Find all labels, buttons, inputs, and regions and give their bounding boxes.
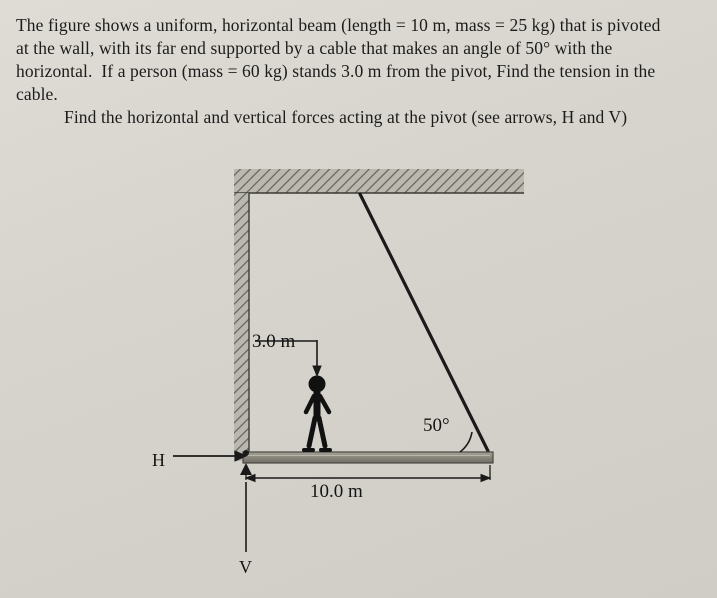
problem-line-5: Find the horizontal and vertical forces acting at the pivot (see arrows, H and V) — [64, 107, 628, 128]
wall-hatch — [234, 193, 249, 461]
cable-angle-arc — [460, 432, 472, 452]
problem-line-3: horizontal. If a person (mass = 60 kg) stands 3.0 m from the pivot, Find the tension in the — [16, 61, 656, 82]
label-person-distance: 3.0 m — [252, 331, 296, 352]
label-cable-angle: 50° — [423, 415, 450, 436]
figure-svg — [120, 160, 590, 580]
problem-line-4: cable. — [16, 84, 58, 105]
problem-statement — [16, 14, 706, 129]
cable — [360, 194, 488, 451]
person-figure — [304, 376, 330, 451]
physics-figure — [120, 160, 590, 580]
problem-line-1: The figure shows a uniform, horizontal beam (length = 10 m, mass = 25 kg) that is pivoted — [16, 15, 661, 35]
label-horizontal-force: H — [152, 450, 165, 470]
beam-length-dimension — [246, 465, 490, 482]
label-vertical-force: V — [239, 557, 252, 577]
beam — [243, 452, 493, 463]
problem-line-2: at the wall, with its far end supported by a cable that makes an angle of 50° with the — [16, 38, 613, 59]
ceiling-hatch — [234, 169, 524, 193]
horizontal-force-arrow — [173, 451, 246, 461]
label-beam-length: 10.0 m — [310, 481, 363, 502]
